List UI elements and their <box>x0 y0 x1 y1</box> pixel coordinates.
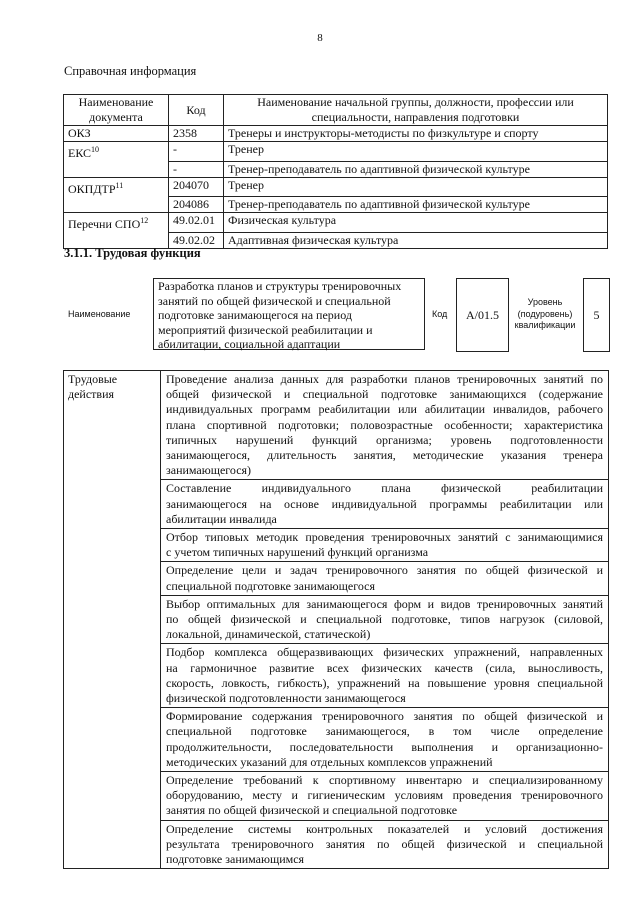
name-label: Наименование <box>68 309 131 319</box>
labor-action-item <box>161 371 609 480</box>
reference-name-cell: Физическая культура <box>224 213 608 233</box>
labor-action-line: абилитации инвалида <box>166 511 277 526</box>
reference-name-cell: Тренер <box>224 142 608 162</box>
reference-code-cell: 204086 <box>169 197 224 213</box>
labor-action-line: Проведение анализа данных для разработки планов тренировочных занятий по <box>166 372 603 386</box>
function-name-line: Разработка планов и структуры тренировочных <box>158 279 402 293</box>
reference-row <box>64 126 608 142</box>
reference-row <box>64 142 608 162</box>
reference-table <box>63 94 608 249</box>
reference-title: Справочная информация <box>64 64 197 78</box>
reference-name-cell: Тренер-преподаватель по адаптивной физической культуре <box>224 197 608 213</box>
labor-action-line: занимающегося на основе индивидуальной программы реабилитации или <box>166 496 603 511</box>
labor-action-row <box>64 371 609 480</box>
labor-action-line: специальной подготовке занимающегося, в том числе определение <box>166 724 603 739</box>
labor-action-item <box>161 820 609 869</box>
labor-action-line: скорость, ловкость, гибкость), упражнений на повышение уровня специальной <box>166 675 603 690</box>
code-label: Код <box>432 309 448 319</box>
reference-doc-name: ОКПДТР <box>68 181 116 196</box>
reference-code-cell: 49.02.01 <box>169 213 224 233</box>
labor-action-line: Определение цели и задач тренировочного занятия по общей физической и <box>166 563 603 578</box>
level-box: 5 <box>583 278 610 352</box>
labor-action-line: Определение требований к спортивному инвентарю и специализированному <box>166 773 603 788</box>
level-label-line: Уровень <box>527 297 563 307</box>
section-title: 3.1.1. Трудовая функция <box>64 246 201 260</box>
labor-action-line: типичных нарушений функций организма; уровень подготовленности <box>166 432 603 447</box>
reference-row <box>64 177 608 197</box>
labor-actions-header-line: действия <box>68 387 115 402</box>
reference-doc-cell <box>64 177 169 197</box>
labor-action-line: Отбор типовых методик проведения тренировочных занятий с занимающимися <box>166 530 603 545</box>
level-label-line: квалификации <box>514 320 576 330</box>
labor-action-line: результата тренировочного занятия по общей физической и специальной <box>166 836 603 851</box>
header-group-name: Наименование начальной группы, должности, профессии или специальности, направления подготовки <box>224 95 608 126</box>
labor-action-line: специальной подготовке занимающегося <box>166 578 375 593</box>
footnote-ref: 11 <box>115 180 124 190</box>
labor-actions-header-line: Трудовые <box>68 372 118 386</box>
reference-doc-cell <box>64 126 169 142</box>
reference-code-cell: 2358 <box>169 126 224 142</box>
reference-doc-name: Перечни СПО <box>68 217 141 231</box>
labor-action-line: оборудованию, месту и гигиеническим условиям проведения тренировочного <box>166 788 603 803</box>
labor-action-line: локальной, динамической, статической) <box>166 627 371 642</box>
function-name-line: абилитации, социальной адаптации <box>158 337 341 351</box>
labor-action-line: на гармоничное развитие всех физических качеств (сила, выносливость, <box>166 660 603 675</box>
labor-action-line: Выбор оптимальных для занимающегося форм и видов тренировочных занятий <box>166 596 603 611</box>
reference-row <box>64 213 608 233</box>
labor-action-line: занимающегося, длительность занятия, методические указания тренера <box>166 448 603 463</box>
labor-actions-table <box>63 370 609 869</box>
footnote-ref: 10 <box>91 145 100 154</box>
reference-doc-cell <box>64 213 169 233</box>
reference-name-cell: Тренер <box>224 177 608 197</box>
reference-doc-name: ОКЗ <box>68 126 91 140</box>
labor-action-line: подготовке занимающимся <box>166 852 305 867</box>
page-number: 8 <box>317 32 323 44</box>
labor-action-line: занимающегося) <box>166 463 252 478</box>
function-name-line: подготовке занимающегося на период <box>158 308 352 322</box>
labor-action-line: Определение системы контрольных показателей и условий достижения <box>166 821 603 836</box>
labor-action-line: Составление индивидуального плана физической реабилитации <box>166 481 603 496</box>
labor-action-item <box>161 644 609 708</box>
reference-code-cell: - <box>169 142 224 162</box>
reference-code-cell: 204070 <box>169 177 224 197</box>
reference-doc-cell <box>64 197 169 213</box>
labor-action-item <box>161 595 609 644</box>
labor-action-line: плана спортивной подготовки; половозрастные особенности; характеристика <box>166 417 603 432</box>
reference-name-cell: Тренер-преподаватель по адаптивной физической культуре <box>224 161 608 177</box>
header-document: Наименование документа <box>64 95 169 126</box>
reference-row <box>64 161 608 177</box>
level-label-line: (подуровень) <box>517 308 573 319</box>
labor-action-line: методических указаний для отдельных комплексов упражнений <box>166 754 493 769</box>
labor-action-line: Подбор комплекса общеразвивающих физических упражнений, направленных <box>166 645 603 660</box>
reference-code-cell: 49.02.02 <box>169 232 224 248</box>
labor-action-line: занятия по общей физической и специальной подготовке <box>166 803 458 818</box>
function-code-box: А/01.5 <box>456 278 509 352</box>
labor-action-line: с учетом типичных нарушений функций организма <box>166 545 429 560</box>
labor-action-item <box>161 772 609 821</box>
labor-action-line: Формирование содержания тренировочного занятия по общей физической и <box>166 709 603 724</box>
reference-row <box>64 197 608 213</box>
labor-action-line: общей физической и специальной подготовке занимающихся (содержание <box>166 387 603 402</box>
labor-action-line: продолжительности, последовательности выполнения и организационно- <box>166 739 603 754</box>
function-name-box <box>153 278 425 350</box>
reference-doc-name: ЕКС <box>68 146 92 160</box>
labor-action-line: физической подготовленности занимающегося <box>166 691 406 706</box>
level-label <box>512 297 578 332</box>
reference-doc-cell <box>64 142 169 162</box>
reference-code-cell: - <box>169 161 224 177</box>
reference-doc-cell <box>64 161 169 177</box>
labor-actions-header <box>64 371 161 869</box>
reference-name-cell: Адаптивная физическая культура <box>224 232 608 248</box>
labor-action-item <box>161 708 609 772</box>
labor-action-line: индивидуальных программ реабилитации или абилитации инвалидов, рабочего <box>166 402 603 417</box>
header-code: Код <box>169 95 224 126</box>
function-name-line: занятий по общей физической и специальной <box>158 293 391 308</box>
function-name-line: мероприятий физической реабилитации и <box>158 322 373 337</box>
labor-action-item <box>161 562 609 595</box>
labor-action-item <box>161 529 609 562</box>
reference-name-cell: Тренеры и инструкторы-методисты по физкультуре и спорту <box>224 126 608 142</box>
labor-action-line: по общей физической и специальной подготовке, типов нагрузок (силовой, <box>166 612 603 627</box>
labor-action-item <box>161 480 609 529</box>
footnote-ref: 12 <box>140 216 149 225</box>
